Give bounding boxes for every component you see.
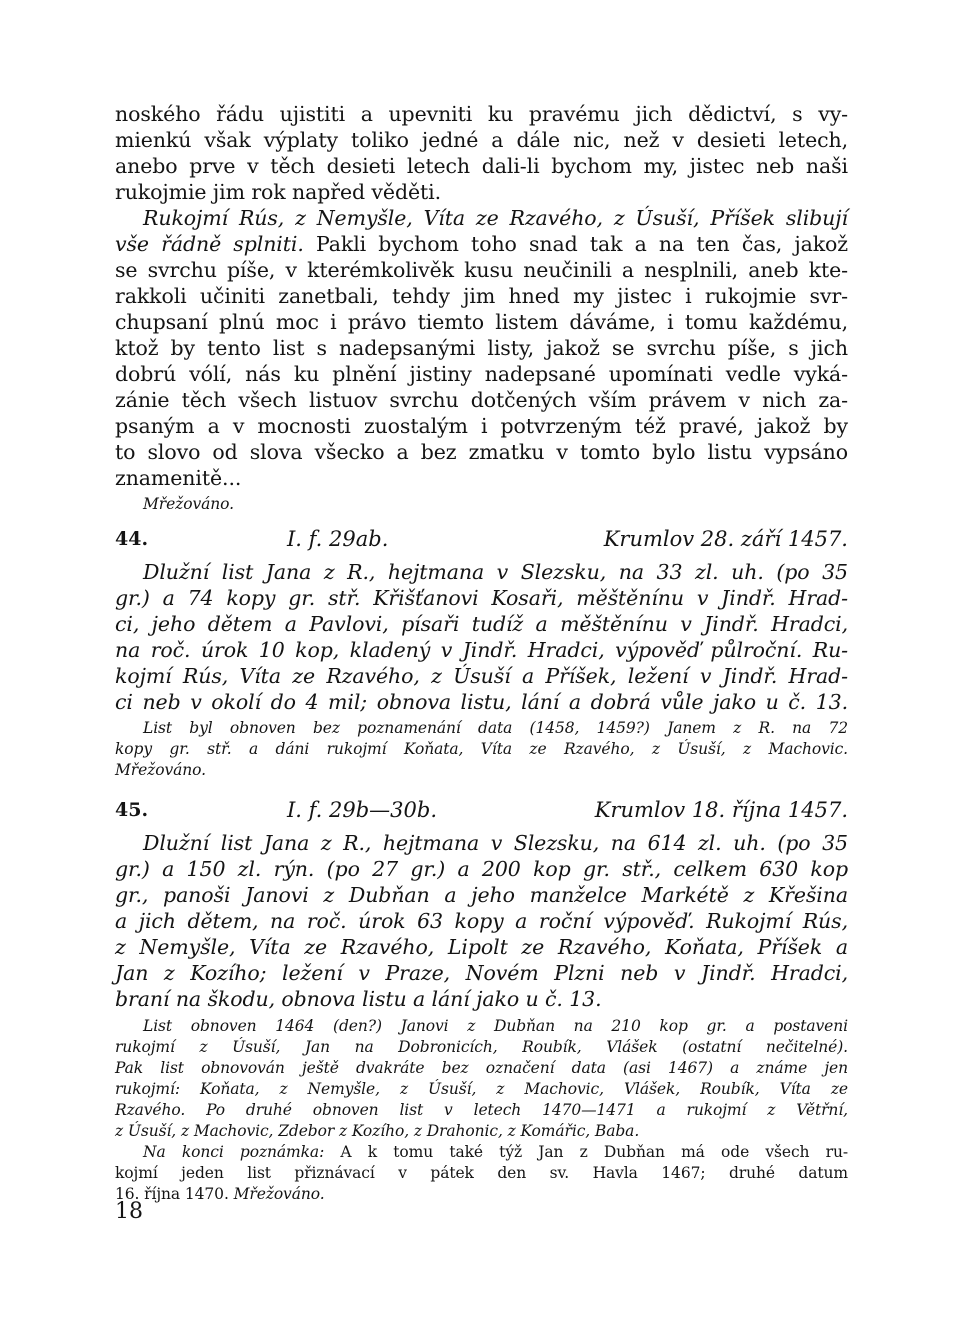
text-line: rukojmie jim rok napřed věděti. [115, 180, 442, 204]
note-line: Mřežováno. [115, 761, 206, 779]
summary-line: ci neb v okolí do 4 mil; obnova listu, lání a dobrá vůle jako u č. 13. [115, 690, 848, 714]
note-line: rukojmí z Úsuší, Jan na Dobronicích, Roubík, Vlášek (ostatní nečitelné). [115, 1038, 848, 1056]
text-span: Pakli bychom toho snad tak a na ten čas, jakož [303, 232, 848, 256]
entry-number: 44. [115, 528, 149, 550]
text-line: ktož by tento list s nadepsanými listy, jakož se svrchu píše, s jich [115, 336, 848, 360]
summary-line: braní na škodu, obnova listu a lání jako u č. 13. [115, 987, 602, 1011]
entry-folio: I. f. 29b—30b. [287, 798, 438, 822]
note-line: List obnoven 1464 (den?) Janovi z Dubňan na 210 kop gr. a postaveni [143, 1017, 848, 1035]
text-line: noského řádu ujistiti a upevniti ku pravému jich dědictví, s vy- [115, 102, 848, 126]
note-line: kojmí jeden list přiznávací v pátek den sv. Havla 1467; druhé datum [115, 1164, 848, 1182]
summary-line: a jich dětem, na roč. úrok 63 kopy a roční výpověď. Rukojmí Rús, [115, 909, 848, 933]
note-line [115, 1187, 848, 1203]
text-line: rakkoli učiniti zanetbali, tehdy jim hned my jistec i rukojmie svr- [115, 284, 848, 308]
text-line [115, 234, 848, 255]
note-line: rukojmí: Koňata, z Nemyšle, z Úsuší, z Machovic, Vlášek, Roubík, Víta ze [115, 1080, 848, 1098]
summary-line: gr., panoši Janovi z Dubňan a jeho manželce Markétě z Křešina [115, 883, 848, 907]
summary-line: na roč. úrok 10 kop, kladený v Jindř. Hradci, výpověď půlroční. Ru- [115, 638, 848, 662]
summary-line: Dlužní list Jana z R., hejtmana v Slezsku, na 33 zl. uh. (po 35 [143, 560, 848, 584]
summary-line: Jan z Kozího; ležení v Praze, Novém Plzni neb v Jindř. Hradci, [115, 961, 848, 985]
text-line: to slovo od slova všecko a bez zmatku v tomto bylo listu vypsáno [115, 440, 848, 464]
note-label: Na konci poznámka: [143, 1143, 325, 1161]
summary-line: kojmí Rús, Víta ze Rzavého, z Úsuší a Příšek, ležení v Jindř. Hrad- [115, 664, 848, 688]
note-line: Mřežováno. [143, 495, 234, 513]
text-line: znamenitě... [115, 466, 242, 490]
summary-line: gr.) a 74 kopy gr. stř. Křišťanovi Kosaři, měštěnínu v Jindř. Hrad- [115, 586, 848, 610]
entry-folio: I. f. 29ab. [287, 527, 389, 551]
guarantor-line: Rukojmí Rús, z Nemyšle, Víta ze Rzavého, z Úsuší, Příšek slibují [143, 206, 848, 230]
text-span: A k tomu také týž Jan z Dubňan má ode všech ru- [324, 1143, 848, 1161]
summary-line: z Nemyšle, Víta ze Rzavého, Lipolt ze Rzavého, Koňata, Příšek a [115, 935, 848, 959]
text-line: anebo prve v těch desieti letech dali-li bychom my, jistec neb naši [115, 154, 848, 178]
text-line: zánie těch všech listuov svrchu dotčených vším právem v nich za- [115, 388, 848, 412]
text-line: chupsaní plnú moc i právo tiemto listem dáváme, i tomu každému, [115, 310, 848, 334]
italic-phrase: vše řádně splniti. [115, 232, 304, 256]
text-line: psaným a v mocnosti zuostalým i potvrzeným též pravé, jakož by [115, 414, 848, 438]
summary-line: Dlužní list Jana z R., hejtmana v Slezsku, na 614 zl. uh. (po 35 [143, 831, 848, 855]
summary-line: ci, jeho dětem a Pavlovi, písaři tudíž a měštěnínu v Jindř. Hradci, [115, 612, 848, 636]
entry-place-date: Krumlov 28. září 1457. [603, 527, 848, 551]
entry-place-date: Krumlov 18. října 1457. [594, 798, 848, 822]
text-line: se svrchu píše, v kterémkolivěk kusu neučinili a nesplnili, aneb kte- [115, 258, 848, 282]
note-line: z Úsuší, z Machovic, Zdebor z Kozího, z Drahonic, z Komářic, Baba. [115, 1122, 640, 1140]
entry-number: 45. [115, 799, 149, 821]
text-line: mienkú však výplaty toliko jedné a dále nic, než v desieti letech, [115, 128, 848, 152]
summary-line: gr.) a 150 zl. rýn. (po 27 gr.) a 200 kop gr. stř., celkem 630 kop [115, 857, 848, 881]
text-line: dobrú vólí, nás ku plnění jistiny nadepsané upomínati vedle vyká- [115, 362, 848, 386]
note-label: Mřežováno. [233, 1185, 325, 1203]
note-line: kopy gr. stř. a dáni rukojmí Koňata, Víta ze Rzavého, z Úsuší, z Machovic. [115, 740, 848, 758]
note-line: Pak list obnovován ještě dvakráte bez označení data (asi 1467) a známe jen [115, 1059, 848, 1077]
note-line: List byl obnoven bez poznamenání data (1458, 1459?) Janem z R. na 72 [143, 719, 848, 737]
note-line [143, 1145, 848, 1161]
note-line: Rzavého. Po druhé obnoven list v letech 1470—1471 a rukojmí z Větřní, [115, 1101, 848, 1119]
text-span: 16. října 1470. [115, 1185, 229, 1203]
page-number: 18 [115, 1199, 143, 1224]
